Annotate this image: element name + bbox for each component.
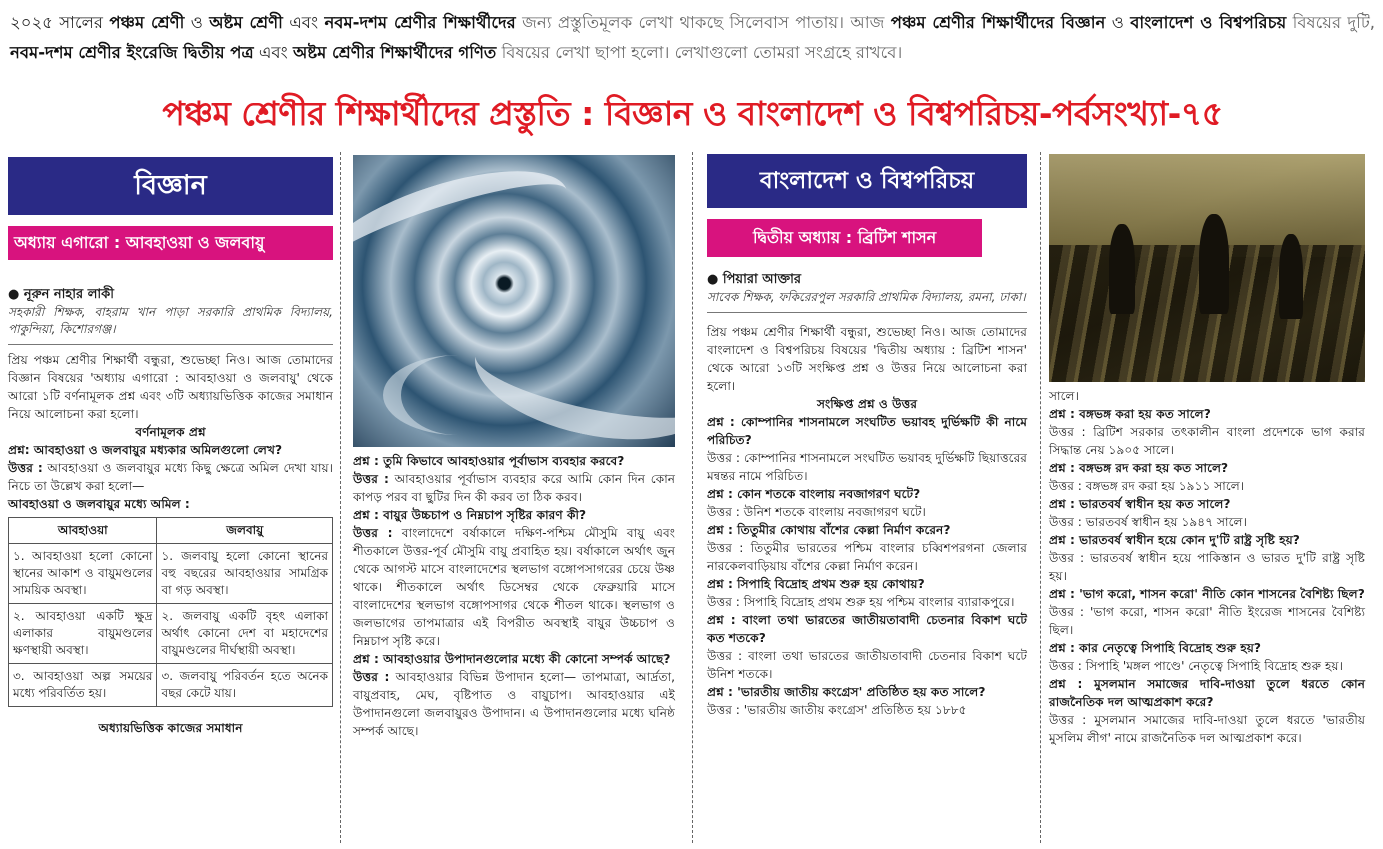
science-question: প্রশ্ন: আবহাওয়া ও জলবায়ুর মধ্যকার অমিলগুলো লেখ? [8, 443, 283, 457]
column-divider [340, 152, 341, 843]
intro-text: এবং [258, 43, 288, 62]
table-row [9, 664, 333, 707]
answer-label: উত্তর : [353, 670, 390, 684]
science-answer [353, 524, 675, 650]
intro-emph: অষ্টম শ্রেণী [209, 13, 283, 32]
intro-emph: বাংলাদেশ ও বিশ্বপরিচয় [1130, 13, 1287, 32]
science-author: ● নূরুন নাহার লাকী [8, 287, 114, 302]
answer-label: উত্তর : [353, 526, 393, 540]
bd-question: প্রশ্ন : কার নেতৃত্বে সিপাহি বিদ্রোহ শুরু হয়? [1049, 641, 1261, 655]
table-cell: ৩. আবহাওয়া অল্প সময়ের মধ্যে পরিবর্তিত হয়। [9, 664, 157, 707]
intro-emph: পঞ্চম শ্রেণীর শিক্ষার্থীদের বিজ্ঞান [890, 13, 1106, 32]
cyclone-photo [353, 155, 675, 447]
column-divider [692, 152, 693, 843]
bd-continuation: সালে। [1049, 389, 1079, 403]
bd-answer: উত্তর : ভারতবর্ষ স্বাধীন হয় ১৯৪৭ সালে। [1049, 515, 1247, 529]
table-cell: ১. জলবায়ু হলো কোনো স্থানের বহু বছরের আবহাওয়ার সামগ্রিক বা গড় অবস্থা। [157, 544, 333, 604]
science-section-title: বিজ্ঞান [8, 157, 333, 215]
cloud-band [353, 155, 581, 313]
bd-author: ● পিয়ারা আক্তার [707, 272, 801, 287]
bd-answer: উত্তর : 'ভাগ করো, শাসন করো' নীতি ইংরেজ শাসনের বৈশিষ্ট্য ছিল। [1049, 605, 1365, 637]
bd-answer: উত্তর : 'ভারতীয় জাতীয় কংগ্রেস' প্রতিষ্ঠিত হয় ১৮৮৫ [707, 703, 967, 717]
science-column [8, 157, 333, 737]
answer-label: উত্তর : [8, 461, 43, 475]
bd-answer: উত্তর : কোম্পানির শাসনামলে সংঘটিত ভয়াবহ দুর্ভিক্ষটি ছিয়াত্তরের মন্বন্তর নামে পরিচিত। [707, 451, 1027, 483]
intro-text: ২০২৫ সালের [10, 13, 103, 32]
bd-intro: প্রিয় পঞ্চম শ্রেণীর শিক্ষার্থী বন্ধুরা, শুভেচ্ছা নিও। আজ তোমাদের বাংলাদেশ ও বিশ্বপরিচয় বিষয়ের 'দ্বিতীয় অধ্যায় : ব্রিটিশ শাসন' থেকে আরো ১৩টি সংক্ষিপ্ত প্রশ্ন ও উত্তর নিয়ে আলোচনা করা হলো। [707, 325, 1027, 393]
comparison-table [8, 517, 333, 707]
bd-column-2 [1049, 387, 1365, 747]
bd-chapter-bar: দ্বিতীয় অধ্যায় : ব্রিটিশ শাসন [707, 219, 982, 257]
science-question: প্রশ্ন : আবহাওয়ার উপাদানগুলোর মধ্যে কী কোনো সম্পর্ক আছে? [353, 652, 671, 666]
bd-question: প্রশ্ন : কোন শতকে বাংলায় নবজাগরণ ঘটে? [707, 487, 921, 501]
science-section-head: বর্ণনামূলক প্রশ্ন [135, 425, 206, 439]
science-column-2 [353, 452, 675, 740]
intro-text: ও [1111, 13, 1124, 32]
bd-answer: উত্তর : তিতুমীর ভারতের পশ্চিম বাংলার চব্বিশপরগনা জেলার নারকেলবাড়িয়ায় বাঁশের কেল্লা নির্মাণ করেন। [707, 541, 1027, 573]
bd-answer: উত্তর : মুসলমান সমাজের দাবি-দাওয়া তুলে ধরতে 'ভারতীয় মুসলিম লীগ' নামে রাজনৈতিক দল আত্মপ্রকাশ করে। [1049, 713, 1365, 745]
science-question: প্রশ্ন : বায়ুর উচ্চচাপ ও নিম্নচাপ সৃষ্টির কারণ কী? [353, 508, 587, 522]
bd-question: প্রশ্ন : ভারতবর্ষ স্বাধীন হয় কত সালে? [1049, 497, 1231, 511]
science-answer [8, 459, 333, 495]
bd-question: প্রশ্ন : মুসলমান সমাজের দাবি-দাওয়া তুলে ধরতে কোন রাজনৈতিক দল আত্মপ্রকাশ করে? [1049, 677, 1365, 709]
intro-text: বিষয়ের লেখা ছাপা হলো। লেখাগুলো তোমরা সংগ্রহে রাখবে। [501, 43, 903, 62]
bd-question: প্রশ্ন : ভারতবর্ষ স্বাধীন হয়ে কোন দু'টি রাষ্ট্র সৃষ্টি হয়? [1049, 533, 1300, 547]
bd-author-info: সাবেক শিক্ষক, ফকিরেরপুল সরকারি প্রাথমিক বিদ্যালয়, রমনা, ঢাকা। [707, 289, 1027, 313]
bd-question: প্রশ্ন : 'ভাগ করো, শাসন করো' নীতি কোন শাসনের বৈশিষ্ট্য ছিল? [1049, 587, 1365, 601]
illustration-figure [1279, 234, 1303, 319]
table-cell: ২. আবহাওয়া একটি ক্ষুদ্র এলাকার বায়ুমণ্ডলের ক্ষণস্থায়ী অবস্থা। [9, 604, 157, 664]
science-author-info: সহকারী শিক্ষক, বাহরাম খান পাড়া সরকারি প্রাথমিক বিদ্যালয়, পাকুন্দিয়া, কিশোরগঞ্জ। [8, 304, 333, 345]
bd-answer: উত্তর : সিপাহি বিদ্রোহ প্রথম শুরু হয় পশ্চিম বাংলার ব্যারাকপুরে। [707, 595, 1015, 609]
bd-question: প্রশ্ন : বঙ্গভঙ্গ রদ করা হয় কত সালে? [1049, 461, 1229, 475]
science-footer-head: অধ্যায়ভিত্তিক কাজের সমাধান [98, 721, 243, 735]
table-row [9, 604, 333, 664]
cloud-band [383, 355, 533, 435]
table-header-climate: জলবায়ু [157, 518, 333, 544]
intro-text: বিষয়ের দুটি, [1292, 13, 1376, 32]
intro-emph: অষ্টম শ্রেণীর শিক্ষার্থীদের গণিত [292, 43, 497, 62]
table-header-weather: আবহাওয়া [9, 518, 157, 544]
answer-label: উত্তর : [353, 472, 389, 486]
intro-text: এবং [289, 13, 319, 32]
bd-answer: উত্তর : বঙ্গভঙ্গ রদ করা হয় ১৯১১ সালে। [1049, 479, 1245, 493]
intro-emph: নবম-দশম শ্রেণীর ইংরেজি দ্বিতীয় পত্র [10, 43, 254, 62]
column-divider [1040, 152, 1041, 843]
history-illustration [1049, 154, 1365, 382]
intro-emph: পঞ্চম শ্রেণী [109, 13, 185, 32]
answer-text: আবহাওয়ার বিভিন্ন উপাদান হলো— তাপমাত্রা, আর্দ্রতা, বায়ুপ্রবাহ, মেঘ, বৃষ্টিপাত ও বায়ুচাপ। আবহাওয়ার এই উপাদানগুলো জলবায়ুরও উপাদান। এ উপাদানগুলোর মধ্যে ঘনিষ্ঠ সম্পর্ক আছে। [353, 670, 675, 738]
illustration-figure [1199, 214, 1229, 314]
science-answer [353, 470, 675, 506]
bd-answer: উত্তর : সিপাহি 'মঙ্গল পাণ্ডে' নেতৃত্বে সিপাহি বিদ্রোহ শুরু হয়। [1049, 659, 1343, 673]
bd-answer: উত্তর : উনিশ শতকে বাংলায় নবজাগরণ ঘটে। [707, 505, 926, 519]
bd-answer: উত্তর : বাংলা তথা ভারতের জাতীয়তাবাদী চেতনার বিকাশ ঘটে উনিশ শতকে। [707, 649, 1027, 681]
bd-question: প্রশ্ন : বাংলা তথা ভারতের জাতীয়তাবাদী চেতনার বিকাশ ঘটে কত শতকে? [707, 613, 1027, 645]
illustration-figure [1109, 224, 1135, 314]
table-cell: ৩. জলবায়ু পরিবর্তন হতে অনেক বছর কেটে যায়। [157, 664, 333, 707]
page-headline: পঞ্চম শ্রেণীর শিক্ষার্থীদের প্রস্তুতি : বিজ্ঞান ও বাংলাদেশ ও বিশ্বপরিচয়-পর্বসংখ্যা-৭৫ [162, 94, 1223, 133]
intro-text: ও [190, 13, 203, 32]
intro-text: জন্য প্রস্তুতিমূলক লেখা থাকছে সিলেবাস পাতায়। আজ [522, 13, 885, 32]
intro-paragraph [10, 8, 1375, 68]
table-cell: ২. জলবায়ু একটি বৃহৎ এলাকা অর্থাৎ কোনো দেশ বা মহাদেশের বায়ুমণ্ডলের দীর্ঘস্থায়ী অবস্থা। [157, 604, 333, 664]
bd-answer: উত্তর : ভারতবর্ষ স্বাধীন হয়ে পাকিস্তান ও ভারত দু'টি রাষ্ট্র সৃষ্টি হয়। [1049, 551, 1365, 583]
bd-question: প্রশ্ন : তিতুমীর কোথায় বাঁশের কেল্লা নির্মাণ করেন? [707, 523, 951, 537]
table-cell: ১. আবহাওয়া হলো কোনো স্থানের আকাশ ও বায়ুমণ্ডলের সাময়িক অবস্থা। [9, 544, 157, 604]
table-row [9, 544, 333, 604]
answer-text: আবহাওয়া ও জলবায়ুর মধ্যে কিছু ক্ষেত্রে অমিল দেখা যায়। নিচে তা উল্লেখ করা হলো— [8, 461, 334, 493]
bd-section-head: সংক্ষিপ্ত প্রশ্ন ও উত্তর [816, 397, 918, 411]
answer-text: বাংলাদেশে বর্ষাকালে দক্ষিণ-পশ্চিম মৌসুমি বায়ু এবং শীতকালে উত্তর-পূর্ব মৌসুমি বায়ু প্রবাহিত হয়। বর্ষাকালে অর্থাৎ জুন থেকে আগস্ট মাসে বাংলাদেশের স্থলভাগ বঙ্গোপসাগরের চেয়ে উষ্ণ থাকে। শীতকালে অর্থাৎ ডিসেম্বর থেকে ফেব্রুয়ারি মাসে বাংলাদেশের স্থলভাগ বঙ্গোপসাগর থেকে শীতল থাকে। স্থলভাগ ও জলভাগের তাপমাত্রার এই বিপরীত অবস্থাই বায়ুর উচ্চচাপ ও নিম্নচাপ সৃষ্টি করে। [353, 526, 676, 648]
science-chapter-bar: অধ্যায় এগারো : আবহাওয়া ও জলবায়ু [8, 226, 333, 260]
science-question: প্রশ্ন : তুমি কিভাবে আবহাওয়ার পূর্বাভাস ব্যবহার করবে? [353, 454, 625, 468]
science-answer [353, 668, 675, 740]
bd-answer: উত্তর : ব্রিটিশ সরকার তৎকালীন বাংলা প্রদেশকে ভাগ করার সিদ্ধান্ত নেয় ১৯০৫ সালে। [1049, 425, 1365, 457]
science-table-title: আবহাওয়া ও জলবায়ুর মধ্যে অমিল : [8, 497, 190, 511]
bd-question: প্রশ্ন : সিপাহি বিদ্রোহ প্রথম শুরু হয় কোথায়? [707, 577, 925, 591]
bd-column [707, 154, 1027, 719]
bd-question: প্রশ্ন : কোম্পানির শাসনামলে সংঘটিত ভয়াবহ দুর্ভিক্ষটি কী নামে পরিচিত? [707, 415, 1027, 447]
intro-emph: নবম-দশম শ্রেণীর শিক্ষার্থীদের [324, 13, 516, 32]
answer-text: আবহাওয়ার পূর্বাভাস ব্যবহার করে আমি কোন দিন কোন কাপড় পরব বা ছুটির দিন কী করব তা ঠিক করব। [353, 472, 676, 504]
bd-question: প্রশ্ন : 'ভারতীয় জাতীয় কংগ্রেস' প্রতিষ্ঠিত হয় কত সালে? [707, 685, 986, 699]
bd-question: প্রশ্ন : বঙ্গভঙ্গ করা হয় কত সালে? [1049, 407, 1211, 421]
science-intro: প্রিয় পঞ্চম শ্রেণীর শিক্ষার্থী বন্ধুরা, শুভেচ্ছা নিও। আজ তোমাদের বিজ্ঞান বিষয়ের 'অধ্যায় এগারো : আবহাওয়া ও জলবায়ু' থেকে আরো ১টি বর্ণনামূলক প্রশ্ন এবং ৩টি অধ্যায়ভিত্তিক কাজের সমাধান নিয়ে আলোচনা করা হলো। [8, 353, 333, 421]
bd-section-title: বাংলাদেশ ও বিশ্বপরিচয় [707, 154, 1027, 208]
